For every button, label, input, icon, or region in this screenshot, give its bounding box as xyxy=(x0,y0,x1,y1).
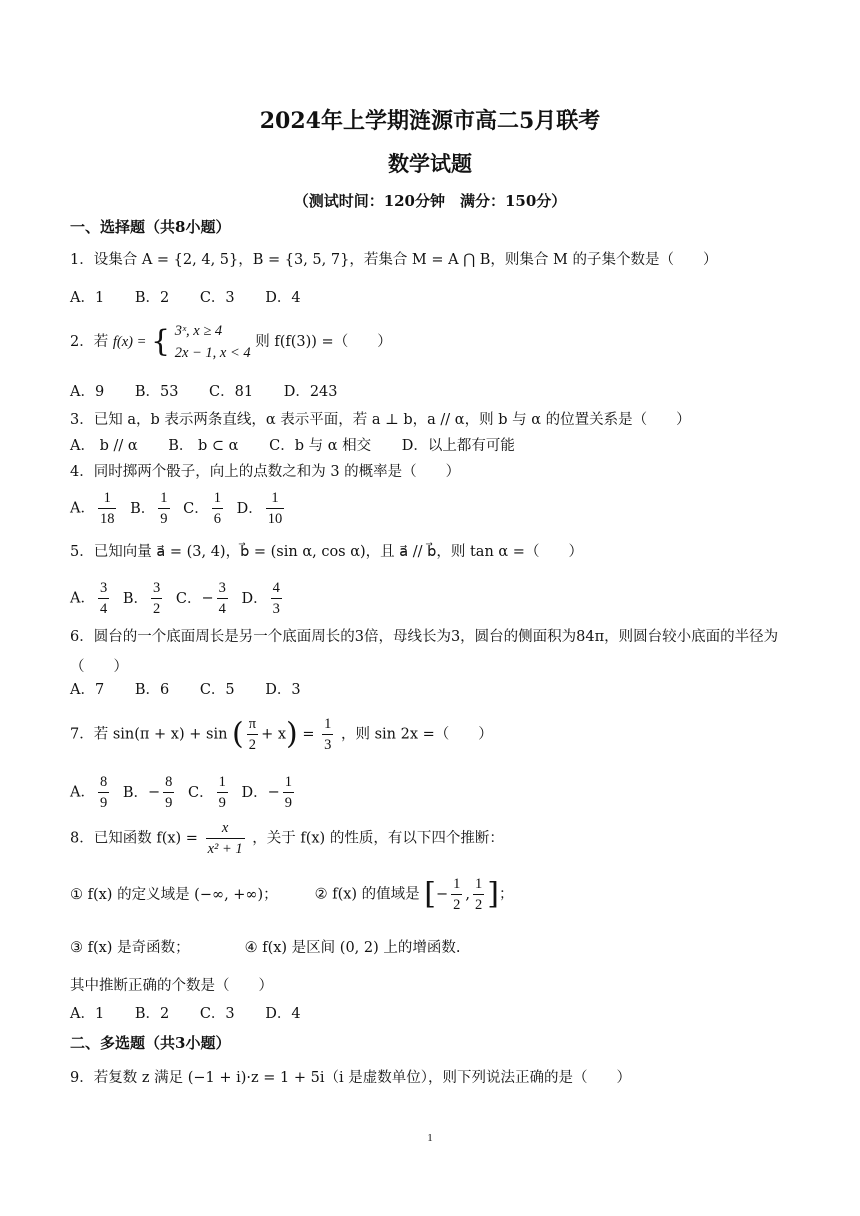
option-c: C．5 xyxy=(199,682,235,698)
option-a: A．1 xyxy=(70,290,105,306)
fraction: $\frac{4}{3}$ xyxy=(272,580,280,617)
fraction: $\frac{8}{9}$ xyxy=(99,774,108,811)
option-b: B．2 xyxy=(134,290,170,306)
question-7: 7．若 sin(π + x) + sin ( $\frac{\pi}{2}$ + x) = $\frac{1}{3}$ ，则 sin 2x =（ ） xyxy=(70,716,493,753)
question-3: 3．已知 a，b 表示两条直线，α 表示平面，若 a ⊥ b，a // α，则 b 与 α 的位置关系是（ ） xyxy=(70,412,691,428)
fraction: $\frac{1}{18}$ xyxy=(99,490,115,527)
fraction: $\frac{3}{2}$ xyxy=(153,580,161,617)
question-8: 8．已知函数 f(x) = $\frac{x}{\text{x² + 1}}$ ，关于 f(x) 的性质，有以下四个推断： xyxy=(70,820,504,857)
option-a: A．7 xyxy=(70,682,105,698)
option-b: B．6 xyxy=(134,682,170,698)
option-c: C．3 xyxy=(199,290,235,306)
question-9: 9．若复数 z 满足 (−1 + i)·z = 1 + 5i（i 是虚数单位），则下列说法正确的是（ ） xyxy=(70,1070,631,1086)
exam-info: （测试时间：120分钟 满分：150分） xyxy=(293,192,567,210)
question-5: 5．已知向量 a⃗ = (3, 4)，b⃗ = (sin α, cos α)，且 a⃗ // b⃗，则 tan α =（ ） xyxy=(70,544,583,560)
option-d: D．243 xyxy=(283,384,338,400)
fraction: $\frac{1}{9}$ xyxy=(160,490,168,527)
question-7-options: A． $\frac{8}{9}$ B．− $\frac{8}{9}$ C． $\frac{1}{9}$ D．− $\frac{1}{9}$ xyxy=(70,774,293,811)
option-d: D．4 xyxy=(265,1006,301,1022)
fraction: $\frac{\pi}{2}$ xyxy=(248,716,257,753)
question-5-options: A． $\frac{3}{4}$ B． $\frac{3}{2}$ C．− $\frac{3}{4}$ D． $\frac{4}{3}$ xyxy=(70,580,280,617)
option-d: D．4 xyxy=(265,290,301,306)
section-single-choice: 一、选择题（共8小题） xyxy=(70,218,231,236)
fraction: $\frac{1}{6}$ xyxy=(213,490,221,527)
exam-subject: 数学试题 xyxy=(388,151,472,176)
fraction: $\frac{1}{2}$ xyxy=(475,876,483,913)
fraction: $\frac{8}{9}$ xyxy=(165,774,173,811)
question-6-options xyxy=(70,680,327,700)
question-4: 4．同时掷两个骰子，向上的点数之和为 3 的概率是（ ） xyxy=(70,464,461,480)
question-3-options xyxy=(70,436,541,456)
question-2-options xyxy=(70,382,364,402)
piecewise-cases: 3ˣ, x ≥ 4 2x − 1, x < 4 xyxy=(174,323,251,361)
option-d: D．3 xyxy=(265,682,301,698)
fraction: $\frac{1}{10}$ xyxy=(267,490,283,527)
question-1: 1．设集合 A = {2, 4, 5}，B = {3, 5, 7}，若集合 M = A ⋂ B，则集合 M 的子集个数是（ ） xyxy=(70,252,718,268)
question-8-ask: 其中推断正确的个数是（ ） xyxy=(70,978,273,994)
fraction: $\frac{3}{4}$ xyxy=(99,580,108,617)
fraction: $\frac{3}{4}$ xyxy=(218,580,226,617)
option-c: C．b 与 α 相交 xyxy=(269,438,372,454)
option-c: C．3 xyxy=(199,1006,235,1022)
page-number: 1 xyxy=(427,1132,433,1144)
question-6: 6．圆台的一个底面周长是另一个底面周长的3倍，母线长为3，圆台的侧面积为84π，则圆台较小底面的半径为（ ） xyxy=(70,629,779,675)
fraction: $\frac{1}{2}$ xyxy=(453,876,461,913)
question-4-options: A． $\frac{1}{18}$ B． $\frac{1}{9}$ C． $\frac{1}{6}$ D． $\frac{1}{10}$ xyxy=(70,490,283,527)
option-a: A． b // α xyxy=(70,438,138,454)
option-a: A．9 xyxy=(70,384,105,400)
option-d: D．以上都有可能 xyxy=(401,438,515,454)
exam-title: 2024年上学期涟源市高二5月联考 xyxy=(259,108,601,134)
left-brace: { xyxy=(150,324,171,359)
section-multiple-choice: 二、多选题（共3小题） xyxy=(70,1034,231,1052)
option-a: A．1 xyxy=(70,1006,105,1022)
question-2: 2．若 f(x) = { 3ˣ, x ≥ 4 2x − 1, x < 4 则 f(f(3)) =（ ） xyxy=(70,320,392,366)
option-c: C．81 xyxy=(209,384,254,400)
question-8-props-row1: ① f(x) 的定义域是 (−∞, +∞)； ② f(x) 的值域是 [− $\frac{1}{2}$ , $\frac{1}{2}$ ]； xyxy=(70,876,514,913)
fraction: $\frac{1}{9}$ xyxy=(284,774,293,811)
fraction: $\frac{1}{3}$ xyxy=(324,716,332,753)
option-b: B． b ⊂ α xyxy=(168,438,239,454)
question-1-options xyxy=(70,288,327,308)
option-b: B．2 xyxy=(134,1006,170,1022)
fraction: $\frac{x}{\text{x² + 1}}$ xyxy=(207,820,243,857)
fraction: $\frac{1}{9}$ xyxy=(218,774,226,811)
question-8-props-row2: ③ f(x) 是奇函数； ④ f(x) 是区间 (0, 2) 上的增函数. xyxy=(70,940,461,956)
option-b: B．53 xyxy=(134,384,179,400)
question-8-options xyxy=(70,1004,327,1024)
